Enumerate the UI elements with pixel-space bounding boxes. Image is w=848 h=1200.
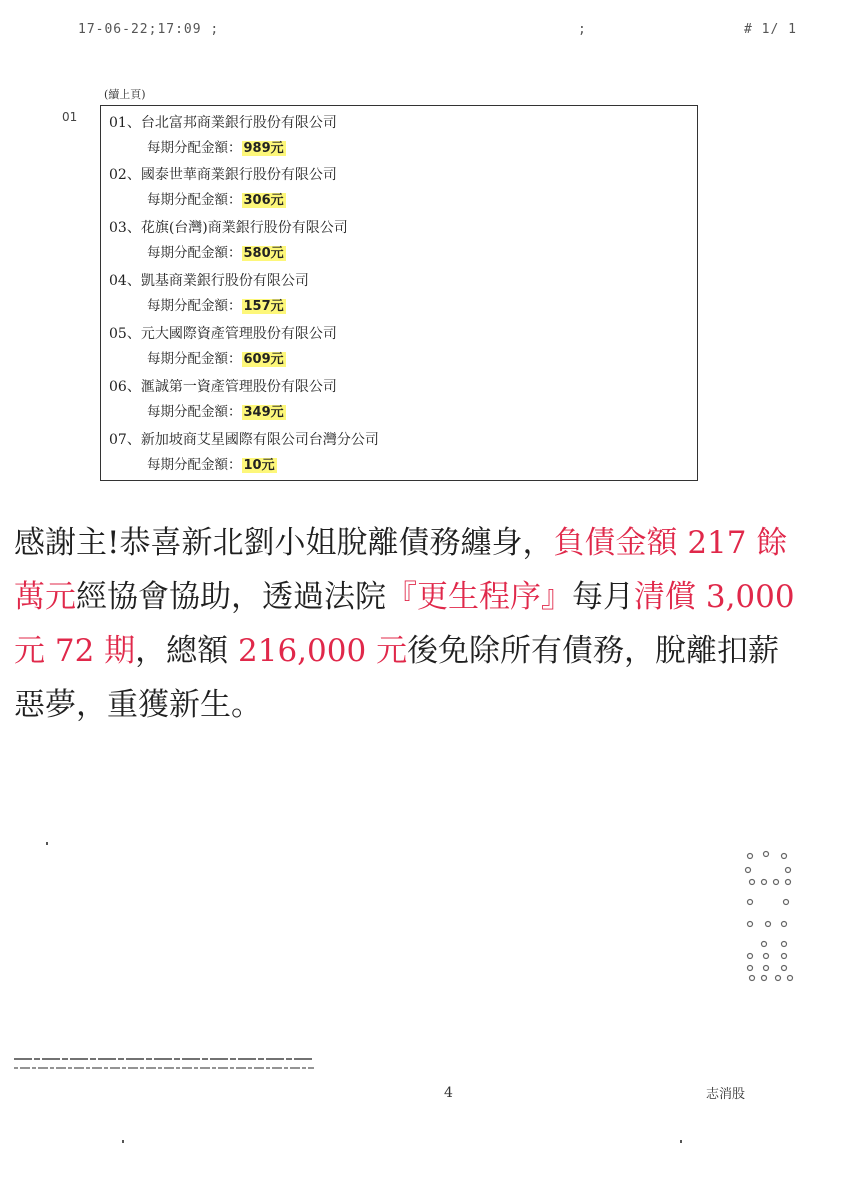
amount-label: 每期分配金額：	[147, 351, 242, 367]
creditor-amount-line	[147, 347, 286, 367]
dotted-stamp-mark	[740, 846, 800, 986]
creditor-amount-line	[147, 241, 286, 261]
creditor-name: 01、台北富邦商業銀行股份有限公司	[109, 115, 337, 131]
amount-label: 每期分配金額：	[147, 298, 242, 314]
creditor-entry	[109, 317, 689, 369]
amount-label: 每期分配金額：	[147, 457, 242, 473]
story-text: 後免除所有債務，脫離扣薪惡夢，重獲新生。	[14, 633, 780, 723]
amount-label: 每期分配金額：	[147, 140, 242, 156]
amount-value: 609元	[243, 352, 284, 367]
amount-label: 每期分配金額：	[147, 404, 242, 420]
side-number: 01	[62, 110, 78, 124]
story-text: ，總額	[135, 633, 239, 669]
creditor-entry	[109, 370, 689, 422]
scan-speck	[46, 842, 48, 845]
amount-value: 157元	[243, 299, 284, 314]
fax-page-indicator: # 1/ 1	[744, 22, 797, 37]
fax-separator: ;	[578, 22, 587, 37]
creditor-entry	[109, 158, 689, 210]
creditor-name: 07、新加坡商艾星國際有限公司台灣分公司	[109, 432, 379, 448]
scan-speck	[680, 1140, 682, 1143]
creditor-name: 02、國泰世華商業銀行股份有限公司	[109, 167, 337, 183]
creditor-name: 04、凱基商業銀行股份有限公司	[109, 273, 309, 289]
story-text: 每月	[572, 579, 634, 615]
amount-label: 每期分配金額：	[147, 192, 242, 208]
fax-timestamp: 17-06-22;17:09 ;	[78, 22, 220, 37]
department-label: 志消股	[706, 1087, 746, 1102]
amount-value: 349元	[243, 405, 284, 420]
procedure-highlight: 『更生程序』	[386, 579, 572, 615]
creditor-entry	[109, 106, 689, 158]
creditor-name: 06、滙誠第一資產管理股份有限公司	[109, 379, 337, 395]
creditor-list-box	[100, 105, 698, 481]
continuation-label: (續上頁)	[104, 88, 146, 101]
creditor-entry	[109, 423, 689, 475]
creditor-amount-line	[147, 400, 286, 420]
footer-rule-lines	[14, 1055, 314, 1075]
amount-value: 306元	[243, 193, 284, 208]
creditor-amount-line	[147, 188, 286, 208]
total-amount-highlight: 216,000 元	[238, 633, 408, 669]
creditor-entry	[109, 264, 689, 316]
testimonial-text	[14, 516, 804, 732]
creditor-amount-line	[147, 294, 286, 314]
story-text: 經協會協助，透過法院	[76, 579, 386, 615]
creditor-amount-line	[147, 136, 286, 156]
amount-value: 989元	[243, 141, 284, 156]
story-text: 感謝主!恭喜新北劉小姐脫離債務纏身，	[14, 525, 554, 561]
amount-value: 580元	[243, 246, 284, 261]
creditor-name: 03、花旗(台灣)商業銀行股份有限公司	[109, 220, 348, 236]
debt-amount-highlight: 負債金額 217 餘萬元	[14, 525, 788, 615]
page-number: 4	[444, 1085, 453, 1101]
fax-header	[0, 22, 848, 42]
amount-value: 10元	[243, 458, 275, 473]
creditor-name: 05、元大國際資產管理股份有限公司	[109, 326, 337, 342]
amount-label: 每期分配金額：	[147, 245, 242, 261]
creditor-amount-line	[147, 453, 277, 473]
scan-speck	[122, 1140, 124, 1143]
creditor-entry	[109, 211, 689, 263]
repayment-highlight: 清償 3,000 元 72 期	[14, 579, 795, 669]
